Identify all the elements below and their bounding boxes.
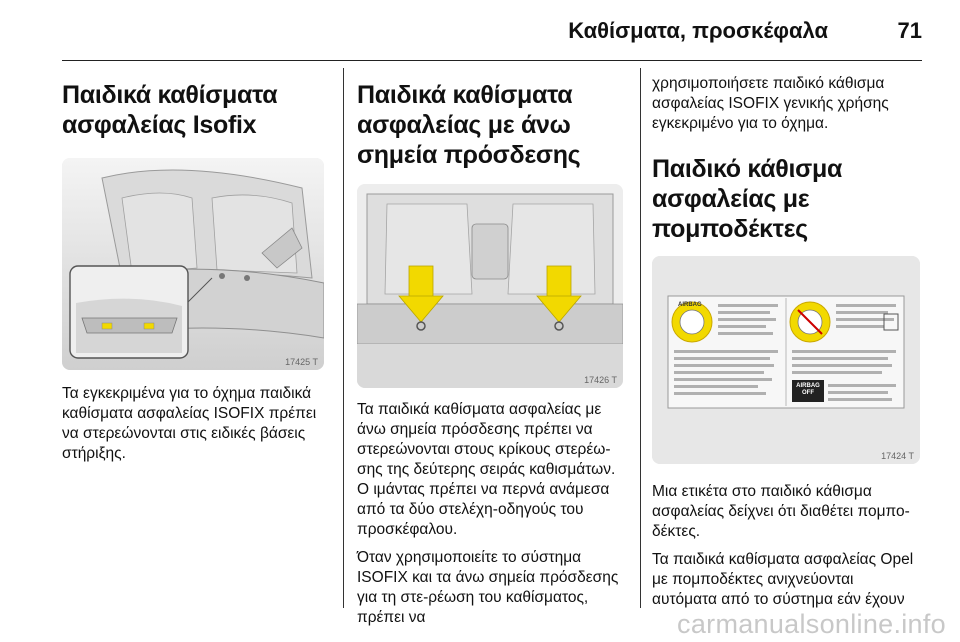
airbag-label: AIRBAG: [678, 302, 702, 308]
header-divider: [62, 60, 922, 61]
footer-watermark: carmanualsonline.info: [677, 609, 946, 639]
figure-code: 17424 T: [881, 451, 914, 461]
column-divider-1: [343, 68, 344, 608]
figure-isofix-anchors: [62, 158, 324, 370]
column-transponder: [652, 74, 924, 610]
figure-top-tether: [357, 184, 623, 388]
heading-top-tether: Παιδικά καθίσματα ασφαλείας με άνω σημεία πρόσδεσης: [357, 81, 581, 169]
isofix-seat-illustration: [62, 158, 324, 370]
transponder-label-illustration: [652, 256, 920, 464]
top-tether-illustration: [357, 184, 623, 388]
column-divider-2: [640, 68, 641, 608]
heading-isofix: Παιδικά καθίσματα ασφαλείας Isofix: [62, 81, 278, 139]
figure-code: 17425 T: [285, 357, 318, 367]
column-top-tether: [357, 80, 629, 628]
page-number: 71: [897, 18, 922, 43]
paragraph-continued: χρησιμοποιήσετε παιδικό κάθισμα ασφαλείας ISOFIX γενικής χρήσης εγκεκριμένο για το όχημα.: [652, 75, 889, 132]
page-header-title: Καθίσματα, προσκέφαλα: [568, 18, 828, 43]
airbag-off-label: AIRBAG OFF: [796, 383, 820, 396]
figure-code: 17426 T: [584, 375, 617, 385]
paragraph-transponder-label: Μια ετικέτα στο παιδικό κάθισμα ασφαλείας δείχνει ότι διαθέτει πομπο-δέκτες.: [652, 483, 910, 540]
paragraph-top-tether: Τα παιδικά καθίσματα ασφαλείας με άνω σημεία πρόσδεσης πρέπει να στερεώνονται στους κρίκους στερέω-σης της δεύτερης σειράς καθισμάτων. Ο ιμάντας πρέπει να περνά ανάμεσα από τα δύο στελέχη-οδηγούς του προσκέφαλου.: [357, 401, 616, 538]
paragraph-isofix: Τα εγκεκριμένα για το όχημα παιδικά καθίσματα ασφαλείας ISOFIX πρέπει να στερεώνονται στις ειδικές βάσεις στήριξης.: [62, 385, 317, 462]
figure-transponder-label: [652, 256, 920, 464]
column-isofix: [62, 80, 330, 464]
paragraph-transponder-detection: Τα παιδικά καθίσματα ασφαλείας Opel με πομποδέκτες ανιχνεύονται αυτόματα από το σύστημα εάν έχουν: [652, 551, 914, 608]
paragraph-isofix-top-tether: Όταν χρησιμοποιείτε το σύστημα ISOFIX και τα άνω σημεία πρόσδεσης για τη στε-ρέωση του καθίσματος, πρέπει να: [357, 549, 619, 626]
heading-transponder: Παιδικό κάθισμα ασφαλείας με πομποδέκτες: [652, 155, 843, 243]
